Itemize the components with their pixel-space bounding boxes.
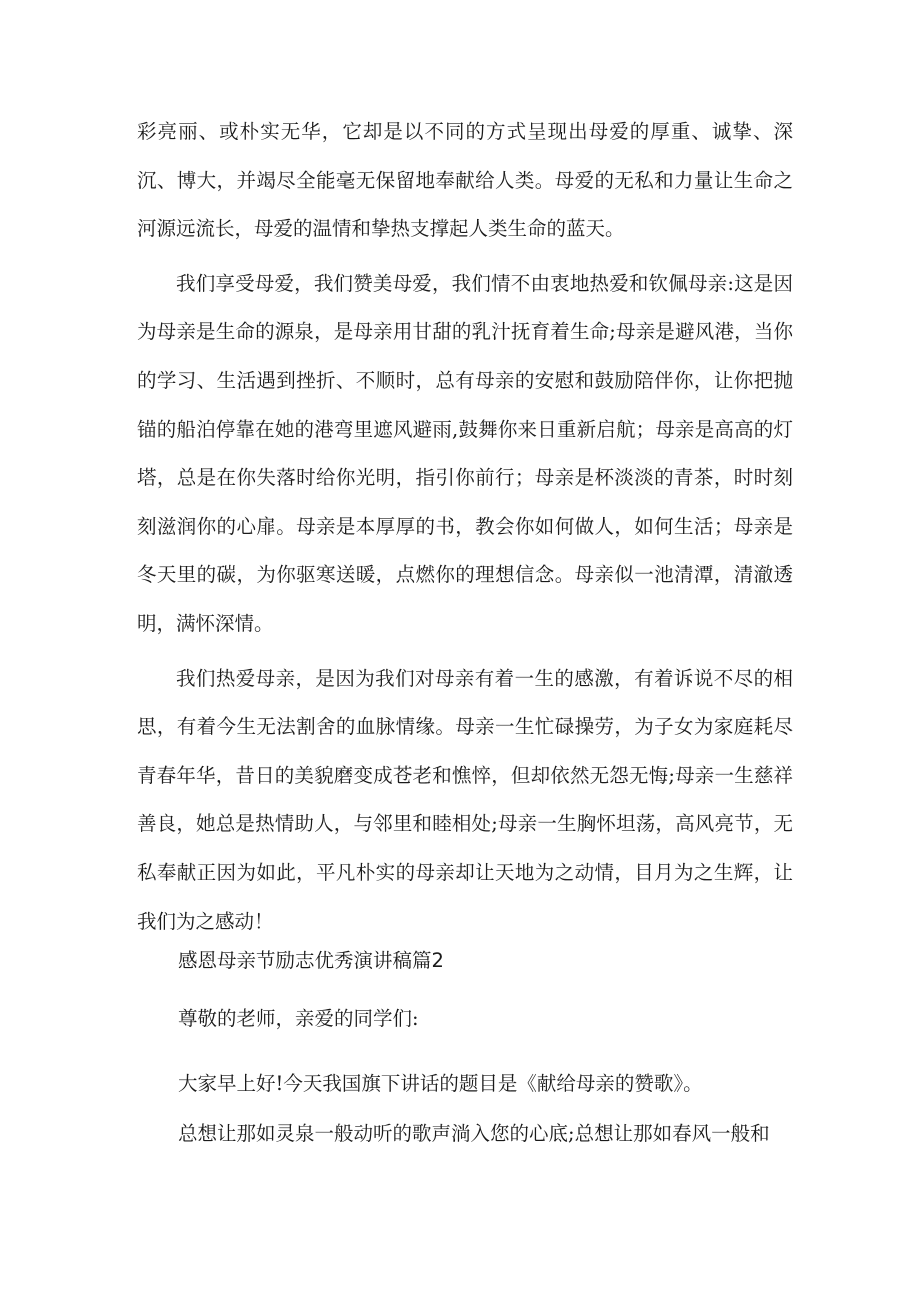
last-line: 总想让那如灵泉一般动听的歌声淌入您的心底;总想让那如春风一般和	[178, 1122, 770, 1145]
paragraph-2: 我们享受母爱，我们赞美母爱，我们情不由衷地热爱和钦佩母亲:这是因为母亲是生命的源泉，是母亲用甘甜的乳汁抚育着生命;母亲是避风港，当你的学习、生活遇到挫折、不顺时，总有母亲的安慰和鼓励陪伴你，让你把抛锚的船泊停靠在她的港弯里遮风避雨,鼓舞你来日重新启航；母亲是高高的灯塔，总是在你失落时给你光明，指引你前行；母亲是杯淡淡的青茶，时时刻刻滋润你的心扉。母亲是本厚厚的书，教会你如何做人，如何生活；母亲是冬天里的碳，为你驱寒送暖，点燃你的理想信念。母亲似一池清潭，清澈透明，满怀深情。	[137, 271, 793, 635]
section-heading: 感恩母亲节励志优秀演讲稿篇2	[178, 949, 444, 972]
paragraph-1: 彩亮丽、或朴实无华，它却是以不同的方式呈现出母爱的厚重、诚挚、深沉、博大，并竭尽全能毫无保留地奉献给人类。母爱的无私和力量让生命之河源远流长，母爱的温情和挚热支撑起人类生命的蓝天。	[137, 120, 793, 241]
paragraph-3: 我们热爱母亲，是因为我们对母亲有着一生的感激，有着诉说不尽的相思，有着今生无法割舍的血脉情缘。母亲一生忙碌操劳，为子女为家庭耗尽青春年华，昔日的美貌磨变成苍老和憔悴，但却依然无怨无悔;母亲一生慈祥善良，她总是热情助人，与邻里和睦相处;母亲一生胸怀坦荡，高风亮节，无私奉献正因为如此，平凡朴实的母亲却让天地为之动情，目月为之生辉，让我们为之感动！	[137, 666, 793, 933]
body-text-top	[137, 108, 793, 952]
greeting-line: 尊敬的老师，亲爱的同学们:	[178, 1007, 419, 1030]
opening-line: 大家早上好!今天我国旗下讲话的题目是《献给母亲的赞歌》。	[178, 1072, 703, 1095]
